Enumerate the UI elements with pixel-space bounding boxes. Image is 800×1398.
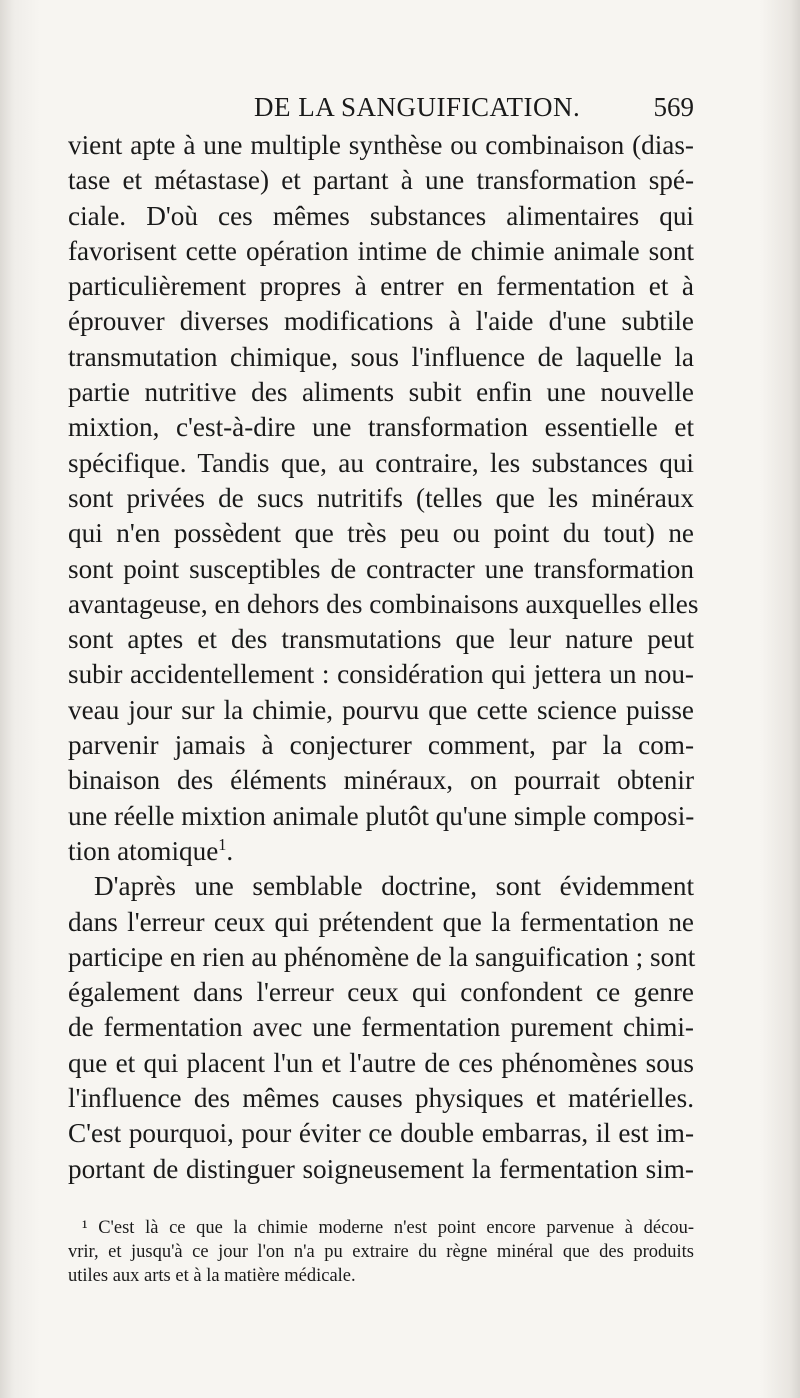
footnote-text: C'est là ce que la chimie moderne n'est point encore parvenue à décou- [98,1218,694,1238]
running-title: DE LA SANGUIFICATION. [254,92,581,122]
text-line-with-footnote [68,834,694,869]
text-line: parvenir jamais à conjecturer comment, par la com- [68,730,694,761]
footnote-marker: ¹ [82,1218,88,1238]
text-line: avantageuse, en dehors des combinaisons auxquelles elles [68,588,699,619]
footnote-reference: 1 [218,834,227,854]
text-line: également dans l'erreur ceux qui confondent ce genre [68,977,694,1008]
text-line: particulièrement propres à entrer en fermentation et à [68,271,694,302]
text-line: binaison des éléments minéraux, on pourrait obtenir [68,765,694,796]
text-line: que et qui placent l'un et l'autre de ces phénomènes sous [68,1047,694,1078]
body-text [68,128,699,1187]
text-line: mixtion, c'est-à-dire une transformation essentielle et [68,412,694,443]
text-line: sont point susceptibles de contracter une transformation [68,553,694,584]
text-line: ciale. D'où ces mêmes substances alimentaires qui [68,200,694,231]
text-line: portant de distinguer soigneusement la fermentation sim- [68,1153,694,1184]
text-line: sont privées de sucs nutritifs (telles que les minéraux [68,482,694,513]
footnote [68,1216,694,1288]
text-fragment: tion atomique [68,835,219,866]
text-line: C'est pourquoi, pour éviter ce double embarras, il est im- [68,1118,694,1149]
text-line: tase et métastase) et partant à une transformation spé- [68,165,694,196]
text-line: une réelle mixtion animale plutôt qu'une simple composi- [68,800,695,831]
text-line: spécifique. Tandis que, au contraire, les substances qui [68,447,694,478]
text-line: subir accidentellement : considération qui jettera un nou- [68,659,694,690]
footnote-line: utiles aux arts et à la matière médicale. [68,1266,356,1286]
text-line: éprouver diverses modifications à l'aide d'une subtile [68,306,694,337]
text-line: D'après une semblable doctrine, sont évidemment [94,871,694,902]
page-header [68,92,694,126]
text-line: sont aptes et des transmutations que leur nature peut [68,624,694,655]
text-line: favorisent cette opération intime de chimie animale sont [68,235,694,266]
text-line: partie nutritive des aliments subit enfin une nouvelle [68,377,694,408]
text-line: transmutation chimique, sous l'influence de laquelle la [68,341,694,372]
text-line: qui n'en possèdent que très peu ou point du tout) ne [68,518,694,549]
text-line: l'influence des mêmes causes physiques et matérielles. [68,1083,694,1114]
page-number: 569 [653,92,694,122]
text-line: vient apte à une multiple synthèse ou combinaison (dias- [68,130,694,160]
text-line: veau jour sur la chimie, pourvu que cette science puisse [68,694,694,725]
text-fragment: . [226,835,234,866]
text-line: participe en rien au phénomène de la sanguification ; sont [68,941,696,972]
footnote-line [68,1216,694,1240]
text-line: dans l'erreur ceux qui prétendent que la fermentation ne [68,906,694,937]
text-line: de fermentation avec une fermentation purement chimi- [68,1012,694,1043]
footnote-line: vrir, et jusqu'à ce jour l'on n'a pu extraire du règne minéral que des produits [68,1242,694,1262]
